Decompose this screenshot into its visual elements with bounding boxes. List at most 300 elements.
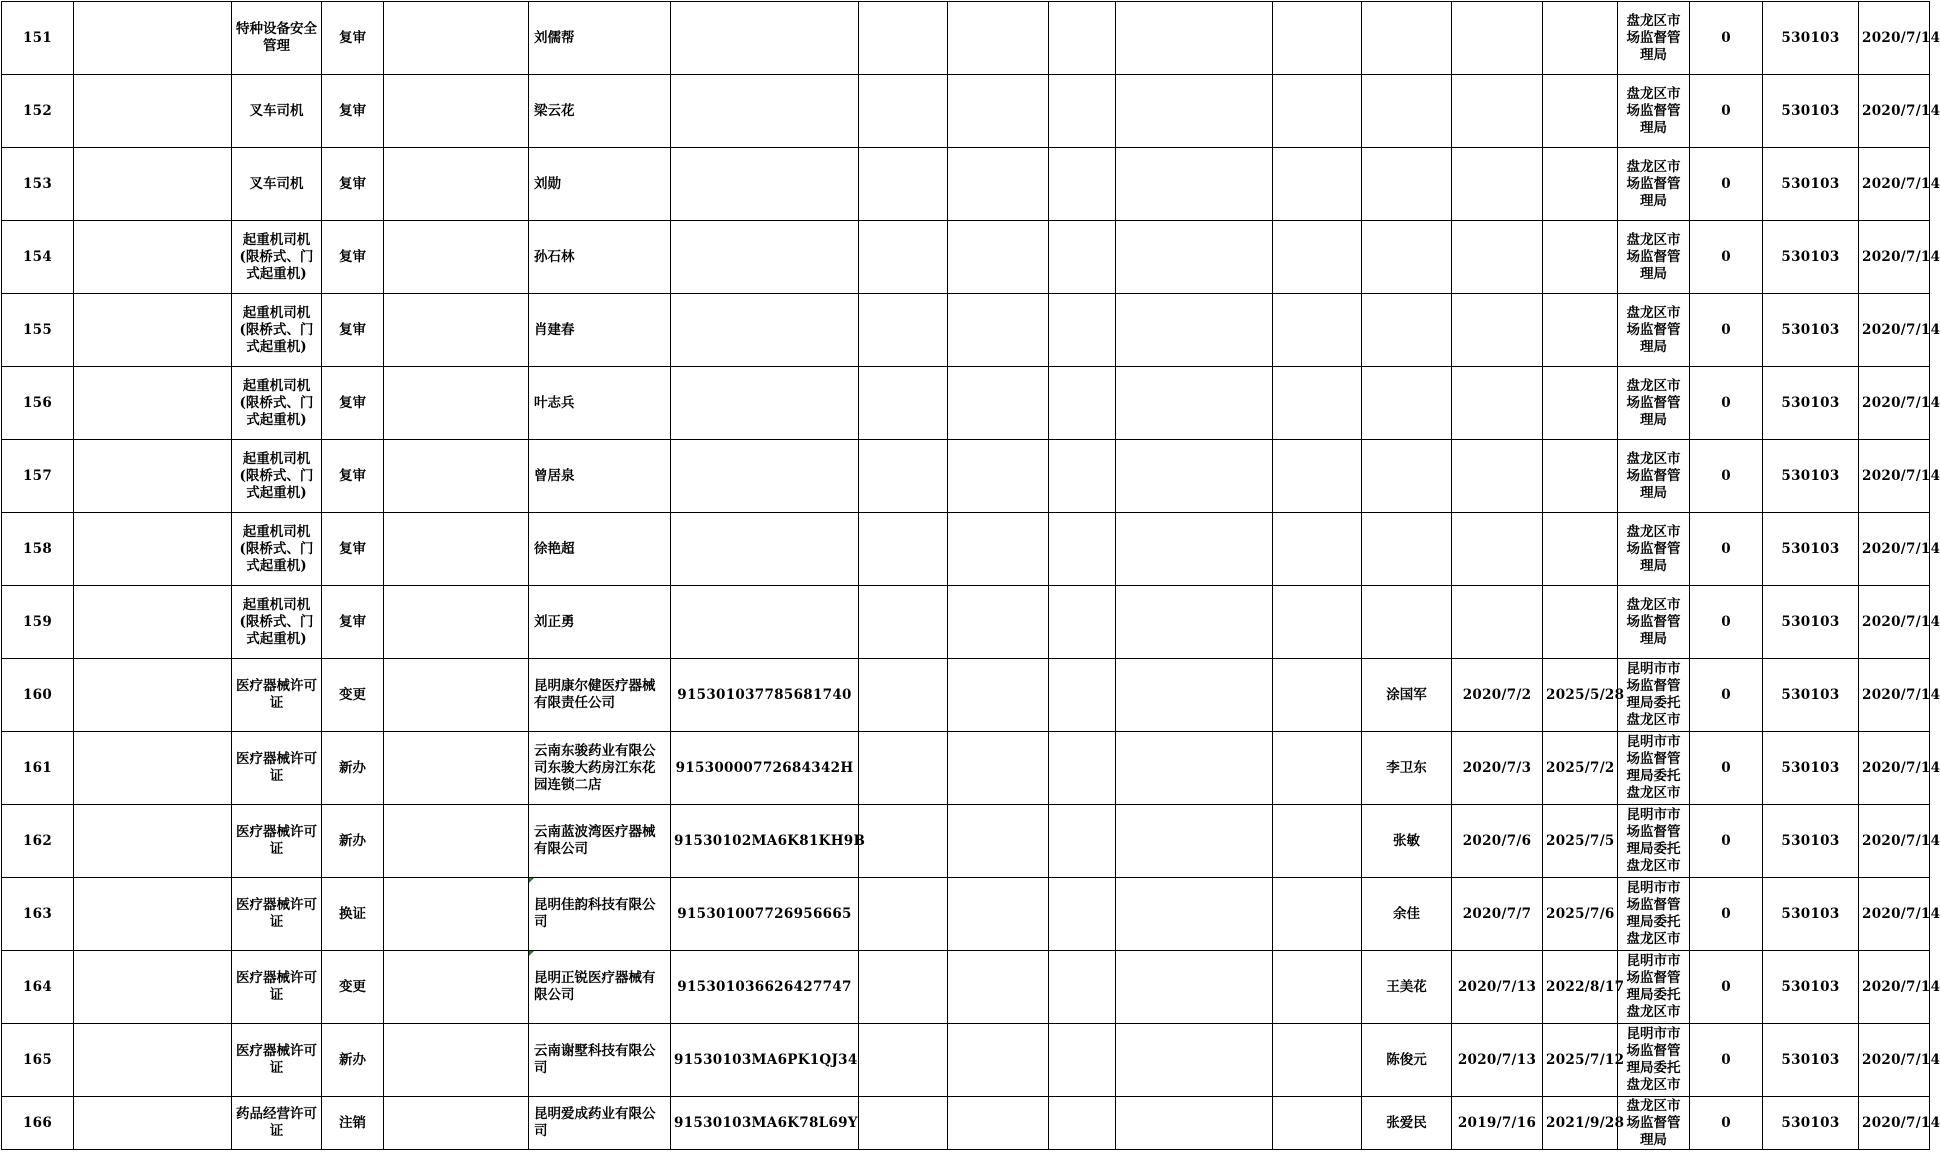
empty-cell [1273, 294, 1362, 367]
update-date: 2020/7/14 [1859, 440, 1930, 513]
valid-to: 2025/5/28 [1543, 659, 1618, 732]
update-date: 2020/7/14 [1859, 1097, 1930, 1150]
credit-code: 915301007726956665 [671, 878, 859, 951]
approval-type: 变更 [322, 951, 384, 1024]
empty-cell [859, 440, 948, 513]
empty-cell [859, 294, 948, 367]
empty-cell [1049, 440, 1116, 513]
legal-representative [1362, 221, 1452, 294]
valid-to: 2025/7/12 [1543, 1024, 1618, 1097]
valid-to: 2022/8/17 [1543, 951, 1618, 1024]
empty-cell [859, 513, 948, 586]
empty-cell [1273, 367, 1362, 440]
area-code: 530103 [1763, 659, 1859, 732]
legal-representative [1362, 294, 1452, 367]
license-item: 医疗器械许可证 [232, 878, 322, 951]
update-date: 2020/7/14 [1859, 367, 1930, 440]
legal-representative [1362, 586, 1452, 659]
row-number: 161 [2, 732, 74, 805]
credit-code: 91530102MA6K81KH9B [671, 805, 859, 878]
table-row [2, 805, 1930, 878]
empty-cell [1116, 2, 1273, 75]
empty-cell [1273, 659, 1362, 732]
status-code: 0 [1690, 951, 1763, 1024]
empty-cell [859, 951, 948, 1024]
empty-cell [384, 586, 529, 659]
valid-to [1543, 513, 1618, 586]
table-row [2, 1024, 1930, 1097]
approval-type: 复审 [322, 440, 384, 513]
empty-cell [1116, 1097, 1273, 1150]
area-code: 530103 [1763, 805, 1859, 878]
license-item: 起重机司机(限桥式、门式起重机) [232, 294, 322, 367]
empty-cell [1116, 586, 1273, 659]
status-code: 0 [1690, 732, 1763, 805]
empty-cell [1273, 75, 1362, 148]
empty-cell [859, 659, 948, 732]
approval-type: 新办 [322, 732, 384, 805]
empty-cell [74, 367, 232, 440]
legal-representative: 张爱民 [1362, 1097, 1452, 1150]
approval-type: 复审 [322, 221, 384, 294]
empty-cell [74, 659, 232, 732]
issuing-authority: 昆明市市场监督管理局委托盘龙区市 [1618, 1024, 1690, 1097]
empty-cell [859, 878, 948, 951]
empty-cell [384, 513, 529, 586]
empty-cell [948, 951, 1049, 1024]
update-date: 2020/7/14 [1859, 659, 1930, 732]
empty-cell [1049, 513, 1116, 586]
empty-cell [859, 2, 948, 75]
table-row [2, 294, 1930, 367]
empty-cell [384, 367, 529, 440]
empty-cell [384, 440, 529, 513]
empty-cell [859, 75, 948, 148]
empty-cell [948, 294, 1049, 367]
row-number: 163 [2, 878, 74, 951]
table-row [2, 513, 1930, 586]
license-item: 医疗器械许可证 [232, 1024, 322, 1097]
status-code: 0 [1690, 805, 1763, 878]
holder-name: 云南蓝波湾医疗器械有限公司 [529, 805, 671, 878]
area-code: 530103 [1763, 75, 1859, 148]
empty-cell [74, 2, 232, 75]
credit-code [671, 294, 859, 367]
credit-code: 91530103MA6K78L69Y [671, 1097, 859, 1150]
area-code: 530103 [1763, 440, 1859, 513]
valid-from [1452, 148, 1543, 221]
approval-type: 新办 [322, 805, 384, 878]
holder-name: 肖建春 [529, 294, 671, 367]
issuing-authority: 盘龙区市场监督管理局 [1618, 440, 1690, 513]
license-item: 起重机司机(限桥式、门式起重机) [232, 367, 322, 440]
license-item: 医疗器械许可证 [232, 659, 322, 732]
status-code: 0 [1690, 513, 1763, 586]
legal-representative [1362, 440, 1452, 513]
valid-to: 2025/7/6 [1543, 878, 1618, 951]
empty-cell [74, 878, 232, 951]
issuing-authority: 盘龙区市场监督管理局 [1618, 2, 1690, 75]
row-number: 151 [2, 2, 74, 75]
issuing-authority: 盘龙区市场监督管理局 [1618, 586, 1690, 659]
empty-cell [1049, 805, 1116, 878]
issuing-authority: 盘龙区市场监督管理局 [1618, 148, 1690, 221]
empty-cell [1049, 294, 1116, 367]
empty-cell [948, 221, 1049, 294]
status-code: 0 [1690, 221, 1763, 294]
empty-cell [948, 659, 1049, 732]
empty-cell [948, 805, 1049, 878]
empty-cell [1049, 221, 1116, 294]
empty-cell [1116, 1024, 1273, 1097]
credit-code: 915301036626427747 [671, 951, 859, 1024]
empty-cell [1049, 951, 1116, 1024]
approval-type: 复审 [322, 586, 384, 659]
approval-type: 复审 [322, 367, 384, 440]
row-number: 165 [2, 1024, 74, 1097]
credit-code [671, 367, 859, 440]
valid-from [1452, 586, 1543, 659]
empty-cell [74, 586, 232, 659]
license-item: 医疗器械许可证 [232, 805, 322, 878]
empty-cell [1116, 294, 1273, 367]
empty-cell [948, 513, 1049, 586]
area-code: 530103 [1763, 367, 1859, 440]
table-row [2, 878, 1930, 951]
row-number: 166 [2, 1097, 74, 1150]
empty-cell [859, 1024, 948, 1097]
holder-name: 刘儒帮 [529, 2, 671, 75]
status-code: 0 [1690, 440, 1763, 513]
empty-cell [859, 805, 948, 878]
empty-cell [1116, 148, 1273, 221]
empty-cell [1049, 367, 1116, 440]
empty-cell [1273, 440, 1362, 513]
area-code: 530103 [1763, 294, 1859, 367]
valid-from [1452, 294, 1543, 367]
approval-type: 变更 [322, 659, 384, 732]
empty-cell [74, 732, 232, 805]
issuing-authority: 盘龙区市场监督管理局 [1618, 513, 1690, 586]
empty-cell [74, 1024, 232, 1097]
area-code: 530103 [1763, 732, 1859, 805]
valid-from: 2020/7/7 [1452, 878, 1543, 951]
update-date: 2020/7/14 [1859, 951, 1930, 1024]
empty-cell [1273, 2, 1362, 75]
holder-name: 叶志兵 [529, 367, 671, 440]
holder-name: 昆明佳韵科技有限公司 [529, 878, 671, 951]
approval-type: 复审 [322, 294, 384, 367]
holder-name: 昆明康尔健医疗器械有限责任公司 [529, 659, 671, 732]
credit-code [671, 148, 859, 221]
empty-cell [859, 148, 948, 221]
approval-type: 注销 [322, 1097, 384, 1150]
empty-cell [384, 805, 529, 878]
approval-type: 复审 [322, 75, 384, 148]
empty-cell [74, 148, 232, 221]
row-number: 159 [2, 586, 74, 659]
legal-representative [1362, 367, 1452, 440]
valid-to [1543, 148, 1618, 221]
empty-cell [384, 294, 529, 367]
approval-type: 复审 [322, 513, 384, 586]
legal-representative: 涂国军 [1362, 659, 1452, 732]
empty-cell [859, 367, 948, 440]
holder-name: 刘正勇 [529, 586, 671, 659]
issuing-authority: 盘龙区市场监督管理局 [1618, 75, 1690, 148]
row-number: 162 [2, 805, 74, 878]
issuing-authority: 昆明市市场监督管理局委托盘龙区市 [1618, 805, 1690, 878]
issuing-authority: 昆明市市场监督管理局委托盘龙区市 [1618, 732, 1690, 805]
row-number: 154 [2, 221, 74, 294]
empty-cell [859, 586, 948, 659]
valid-to [1543, 294, 1618, 367]
issuing-authority: 盘龙区市场监督管理局 [1618, 367, 1690, 440]
empty-cell [1116, 440, 1273, 513]
status-code: 0 [1690, 2, 1763, 75]
credit-code: 91530103MA6PK1QJ34 [671, 1024, 859, 1097]
row-number: 157 [2, 440, 74, 513]
valid-from [1452, 2, 1543, 75]
empty-cell [384, 221, 529, 294]
area-code: 530103 [1763, 1097, 1859, 1150]
update-date: 2020/7/14 [1859, 586, 1930, 659]
empty-cell [859, 1097, 948, 1150]
table-row [2, 367, 1930, 440]
empty-cell [1273, 805, 1362, 878]
empty-cell [1049, 1097, 1116, 1150]
area-code: 530103 [1763, 878, 1859, 951]
empty-cell [1049, 2, 1116, 75]
valid-to [1543, 367, 1618, 440]
empty-cell [1116, 75, 1273, 148]
legal-representative [1362, 148, 1452, 221]
issuing-authority: 盘龙区市场监督管理局 [1618, 221, 1690, 294]
status-code: 0 [1690, 586, 1763, 659]
update-date: 2020/7/14 [1859, 1024, 1930, 1097]
empty-cell [948, 1097, 1049, 1150]
empty-cell [74, 294, 232, 367]
license-item: 特种设备安全管理 [232, 2, 322, 75]
empty-cell [1273, 148, 1362, 221]
empty-cell [948, 75, 1049, 148]
table-row [2, 732, 1930, 805]
row-number: 153 [2, 148, 74, 221]
empty-cell [384, 878, 529, 951]
empty-cell [1049, 586, 1116, 659]
empty-cell [1116, 513, 1273, 586]
empty-cell [1273, 1024, 1362, 1097]
row-number: 158 [2, 513, 74, 586]
empty-cell [948, 878, 1049, 951]
empty-cell [948, 440, 1049, 513]
valid-to [1543, 586, 1618, 659]
empty-cell [948, 586, 1049, 659]
empty-cell [948, 1024, 1049, 1097]
valid-to: 2021/9/28 [1543, 1097, 1618, 1150]
license-item: 医疗器械许可证 [232, 732, 322, 805]
empty-cell [1116, 805, 1273, 878]
legal-representative: 王美花 [1362, 951, 1452, 1024]
legal-representative: 张敏 [1362, 805, 1452, 878]
empty-cell [948, 2, 1049, 75]
license-item: 医疗器械许可证 [232, 951, 322, 1024]
issuing-authority: 盘龙区市场监督管理局 [1618, 1097, 1690, 1150]
empty-cell [1049, 732, 1116, 805]
update-date: 2020/7/14 [1859, 75, 1930, 148]
license-item: 起重机司机(限桥式、门式起重机) [232, 221, 322, 294]
valid-from [1452, 513, 1543, 586]
update-date: 2020/7/14 [1859, 805, 1930, 878]
empty-cell [859, 732, 948, 805]
update-date: 2020/7/14 [1859, 294, 1930, 367]
holder-name: 孙石林 [529, 221, 671, 294]
valid-to: 2025/7/5 [1543, 805, 1618, 878]
issuing-authority: 昆明市市场监督管理局委托盘龙区市 [1618, 659, 1690, 732]
empty-cell [1116, 951, 1273, 1024]
empty-cell [948, 367, 1049, 440]
valid-from: 2020/7/6 [1452, 805, 1543, 878]
license-item: 叉车司机 [232, 75, 322, 148]
empty-cell [384, 148, 529, 221]
area-code: 530103 [1763, 586, 1859, 659]
empty-cell [74, 513, 232, 586]
empty-cell [74, 221, 232, 294]
empty-cell [1273, 221, 1362, 294]
empty-cell [384, 1097, 529, 1150]
valid-from: 2020/7/2 [1452, 659, 1543, 732]
row-number: 164 [2, 951, 74, 1024]
status-code: 0 [1690, 294, 1763, 367]
issuing-authority: 盘龙区市场监督管理局 [1618, 294, 1690, 367]
empty-cell [1049, 75, 1116, 148]
valid-to: 2025/7/2 [1543, 732, 1618, 805]
valid-to [1543, 2, 1618, 75]
empty-cell [948, 148, 1049, 221]
empty-cell [74, 951, 232, 1024]
legal-representative [1362, 75, 1452, 148]
table-row [2, 75, 1930, 148]
update-date: 2020/7/14 [1859, 732, 1930, 805]
empty-cell [384, 75, 529, 148]
status-code: 0 [1690, 367, 1763, 440]
issuing-authority: 昆明市市场监督管理局委托盘龙区市 [1618, 951, 1690, 1024]
license-item: 起重机司机(限桥式、门式起重机) [232, 513, 322, 586]
valid-to [1543, 75, 1618, 148]
credit-code [671, 2, 859, 75]
table-row [2, 1097, 1930, 1150]
empty-cell [384, 1024, 529, 1097]
status-code: 0 [1690, 1097, 1763, 1150]
empty-cell [384, 2, 529, 75]
update-date: 2020/7/14 [1859, 148, 1930, 221]
update-date: 2020/7/14 [1859, 878, 1930, 951]
holder-name: 云南东骏药业有限公司东骏大药房江东花园连锁二店 [529, 732, 671, 805]
issuing-authority: 昆明市市场监督管理局委托盘龙区市 [1618, 878, 1690, 951]
empty-cell [74, 440, 232, 513]
valid-from: 2020/7/13 [1452, 1024, 1543, 1097]
license-records-table [1, 1, 1940, 1150]
empty-cell [948, 732, 1049, 805]
empty-cell [1273, 586, 1362, 659]
empty-cell [1273, 1097, 1362, 1150]
row-number: 152 [2, 75, 74, 148]
empty-cell [384, 951, 529, 1024]
empty-cell [1116, 878, 1273, 951]
valid-from [1452, 221, 1543, 294]
valid-from [1452, 75, 1543, 148]
table-row [2, 148, 1930, 221]
area-code: 530103 [1763, 2, 1859, 75]
approval-type: 复审 [322, 148, 384, 221]
table-row [2, 659, 1930, 732]
empty-cell [1273, 732, 1362, 805]
status-code: 0 [1690, 148, 1763, 221]
credit-code [671, 221, 859, 294]
legal-representative: 李卫东 [1362, 732, 1452, 805]
valid-from: 2020/7/3 [1452, 732, 1543, 805]
update-date: 2020/7/14 [1859, 2, 1930, 75]
empty-cell [1049, 659, 1116, 732]
empty-cell [1049, 1024, 1116, 1097]
status-code: 0 [1690, 1024, 1763, 1097]
credit-code [671, 513, 859, 586]
empty-cell [1049, 148, 1116, 221]
approval-type: 换证 [322, 878, 384, 951]
status-code: 0 [1690, 659, 1763, 732]
credit-code [671, 75, 859, 148]
area-code: 530103 [1763, 148, 1859, 221]
holder-name: 徐艳超 [529, 513, 671, 586]
legal-representative: 陈俊元 [1362, 1024, 1452, 1097]
holder-name: 昆明爱成药业有限公司 [529, 1097, 671, 1150]
row-number: 160 [2, 659, 74, 732]
approval-type: 新办 [322, 1024, 384, 1097]
area-code: 530103 [1763, 513, 1859, 586]
empty-cell [384, 732, 529, 805]
table-row [2, 951, 1930, 1024]
status-code: 0 [1690, 878, 1763, 951]
approval-type: 复审 [322, 2, 384, 75]
valid-to [1543, 221, 1618, 294]
empty-cell [74, 1097, 232, 1150]
empty-cell [859, 221, 948, 294]
legal-representative [1362, 2, 1452, 75]
empty-cell [1116, 659, 1273, 732]
license-item: 叉车司机 [232, 148, 322, 221]
status-code: 0 [1690, 75, 1763, 148]
area-code: 530103 [1763, 221, 1859, 294]
credit-code: 915301037785681740 [671, 659, 859, 732]
license-item: 起重机司机(限桥式、门式起重机) [232, 440, 322, 513]
empty-cell [1116, 732, 1273, 805]
empty-cell [1116, 221, 1273, 294]
empty-cell [1049, 878, 1116, 951]
legal-representative [1362, 513, 1452, 586]
credit-code: 91530000772684342H [671, 732, 859, 805]
area-code: 530103 [1763, 1024, 1859, 1097]
holder-name: 云南谢墅科技有限公司 [529, 1024, 671, 1097]
credit-code [671, 440, 859, 513]
empty-cell [1273, 878, 1362, 951]
license-item: 药品经营许可证 [232, 1097, 322, 1150]
table-row [2, 2, 1930, 75]
valid-to [1543, 440, 1618, 513]
table-row [2, 221, 1930, 294]
holder-name: 曾居泉 [529, 440, 671, 513]
row-number: 155 [2, 294, 74, 367]
table-row [2, 586, 1930, 659]
